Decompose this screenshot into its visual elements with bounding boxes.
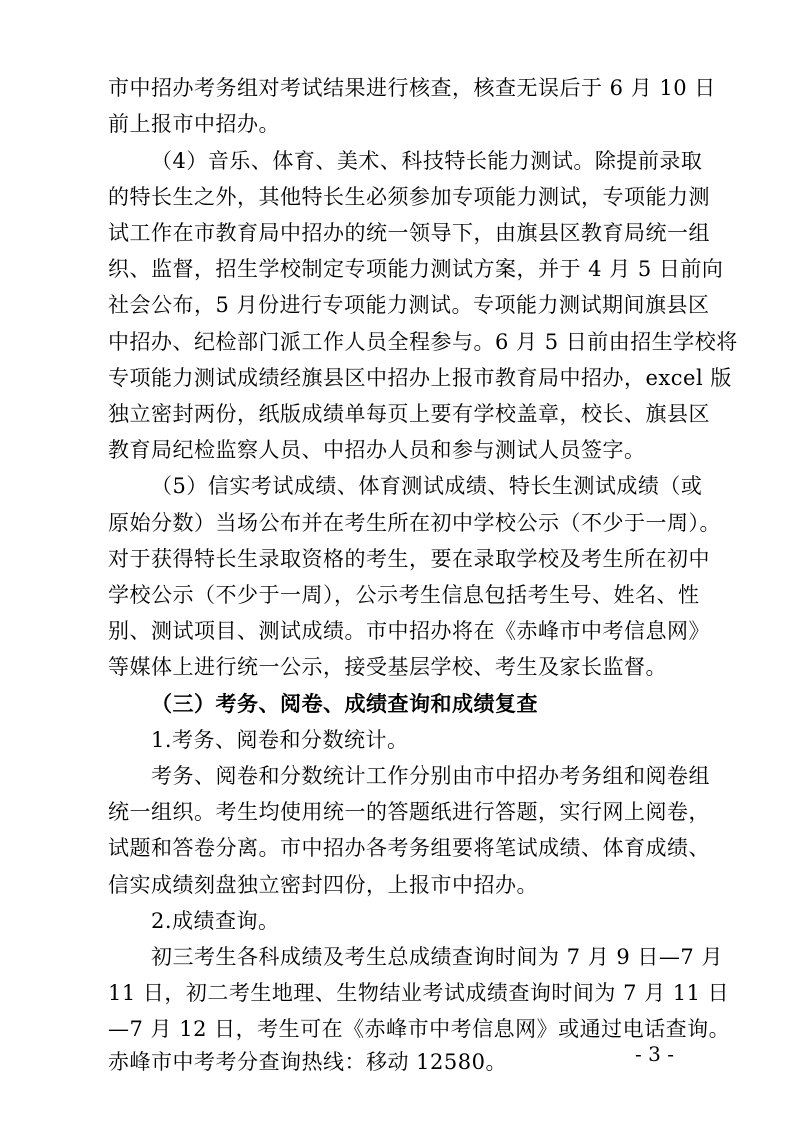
text-line: 教育局纪检监察人员、中招办人员和参与测试人员签字。 [108,438,646,462]
text-line: 等媒体上进行统一公示，接受基层学校、考生及家长监督。 [108,655,667,679]
text-line: 初三考生各科成绩及考生总成绩查询时间为 7 月 9 日—7 月 [151,945,723,969]
text-line: 信实成绩刻盘独立密封四份，上报市中招办。 [108,873,538,897]
text-line: 社会公布，5 月份进行专项能力测试。专项能力测试期间旗县区 [108,293,710,317]
text-line: （4）音乐、体育、美术、科技特长能力测试。除提前录取 [151,149,703,173]
text-line: 学校公示（不少于一周），公示考生信息包括考生号、姓名、性 [108,583,700,607]
text-line: 独立密封两份，纸版成绩单每页上要有学校盖章，校长、旗县区 [108,402,710,426]
subsection-heading: 1.考务、阅卷和分数统计。 [151,728,409,752]
text-line: —7 月 12 日，考生可在《赤峰市中考信息网》或通过电话查询。 [108,1017,731,1041]
text-line: 的特长生之外，其他特长生必须参加专项能力测试，专项能力测 [108,185,710,209]
text-line: 试题和答卷分离。市中招办各考务组要将笔试成绩、体育成绩、 [108,836,710,860]
text-line: 专项能力测试成绩经旗县区中招办上报市教育局中招办，excel 版 [108,366,732,390]
text-line: 别、测试项目、测试成绩。市中招办将在《赤峰市中考信息网》 [108,619,710,643]
text-line: 统一组织。考生均使用统一的答题纸进行答题，实行网上阅卷， [108,800,710,824]
text-line: 试工作在市教育局中招办的统一领导下，由旗县区教育局统一组 [108,221,710,245]
text-line: 赤峰市中考考分查询热线：移动 12580。 [108,1050,507,1074]
text-line: 市中招办考务组对考试结果进行核查，核查无误后于 6 月 10 日 [108,76,716,100]
section-heading: （三）考务、阅卷、成绩查询和成绩复查 [151,691,538,716]
text-line: 前上报市中招办。 [108,112,280,136]
text-line: 11 日，初二考生地理、生物结业考试成绩查询时间为 7 月 11 日 [108,981,730,1005]
text-line: 织、监督，招生学校制定专项能力测试方案，并于 4 月 5 日前向 [108,257,724,281]
text-line: 考务、阅卷和分数统计工作分别由市中招办考务组和阅卷组 [151,764,710,788]
text-line: 原始分数）当场公布并在考生所在初中学校公示（不少于一周）。 [108,511,721,535]
text-line: （5）信实考试成绩、体育测试成绩、特长生测试成绩（或 [151,474,703,498]
text-line: 对于获得特长生录取资格的考生，要在录取学校及考生所在初中 [108,547,710,571]
page-number: - 3 - [635,1042,674,1066]
text-line: 中招办、纪检部门派工作人员全程参与。6 月 5 日前由招生学校将 [108,330,738,354]
subsection-heading: 2.成绩查询。 [151,909,280,933]
